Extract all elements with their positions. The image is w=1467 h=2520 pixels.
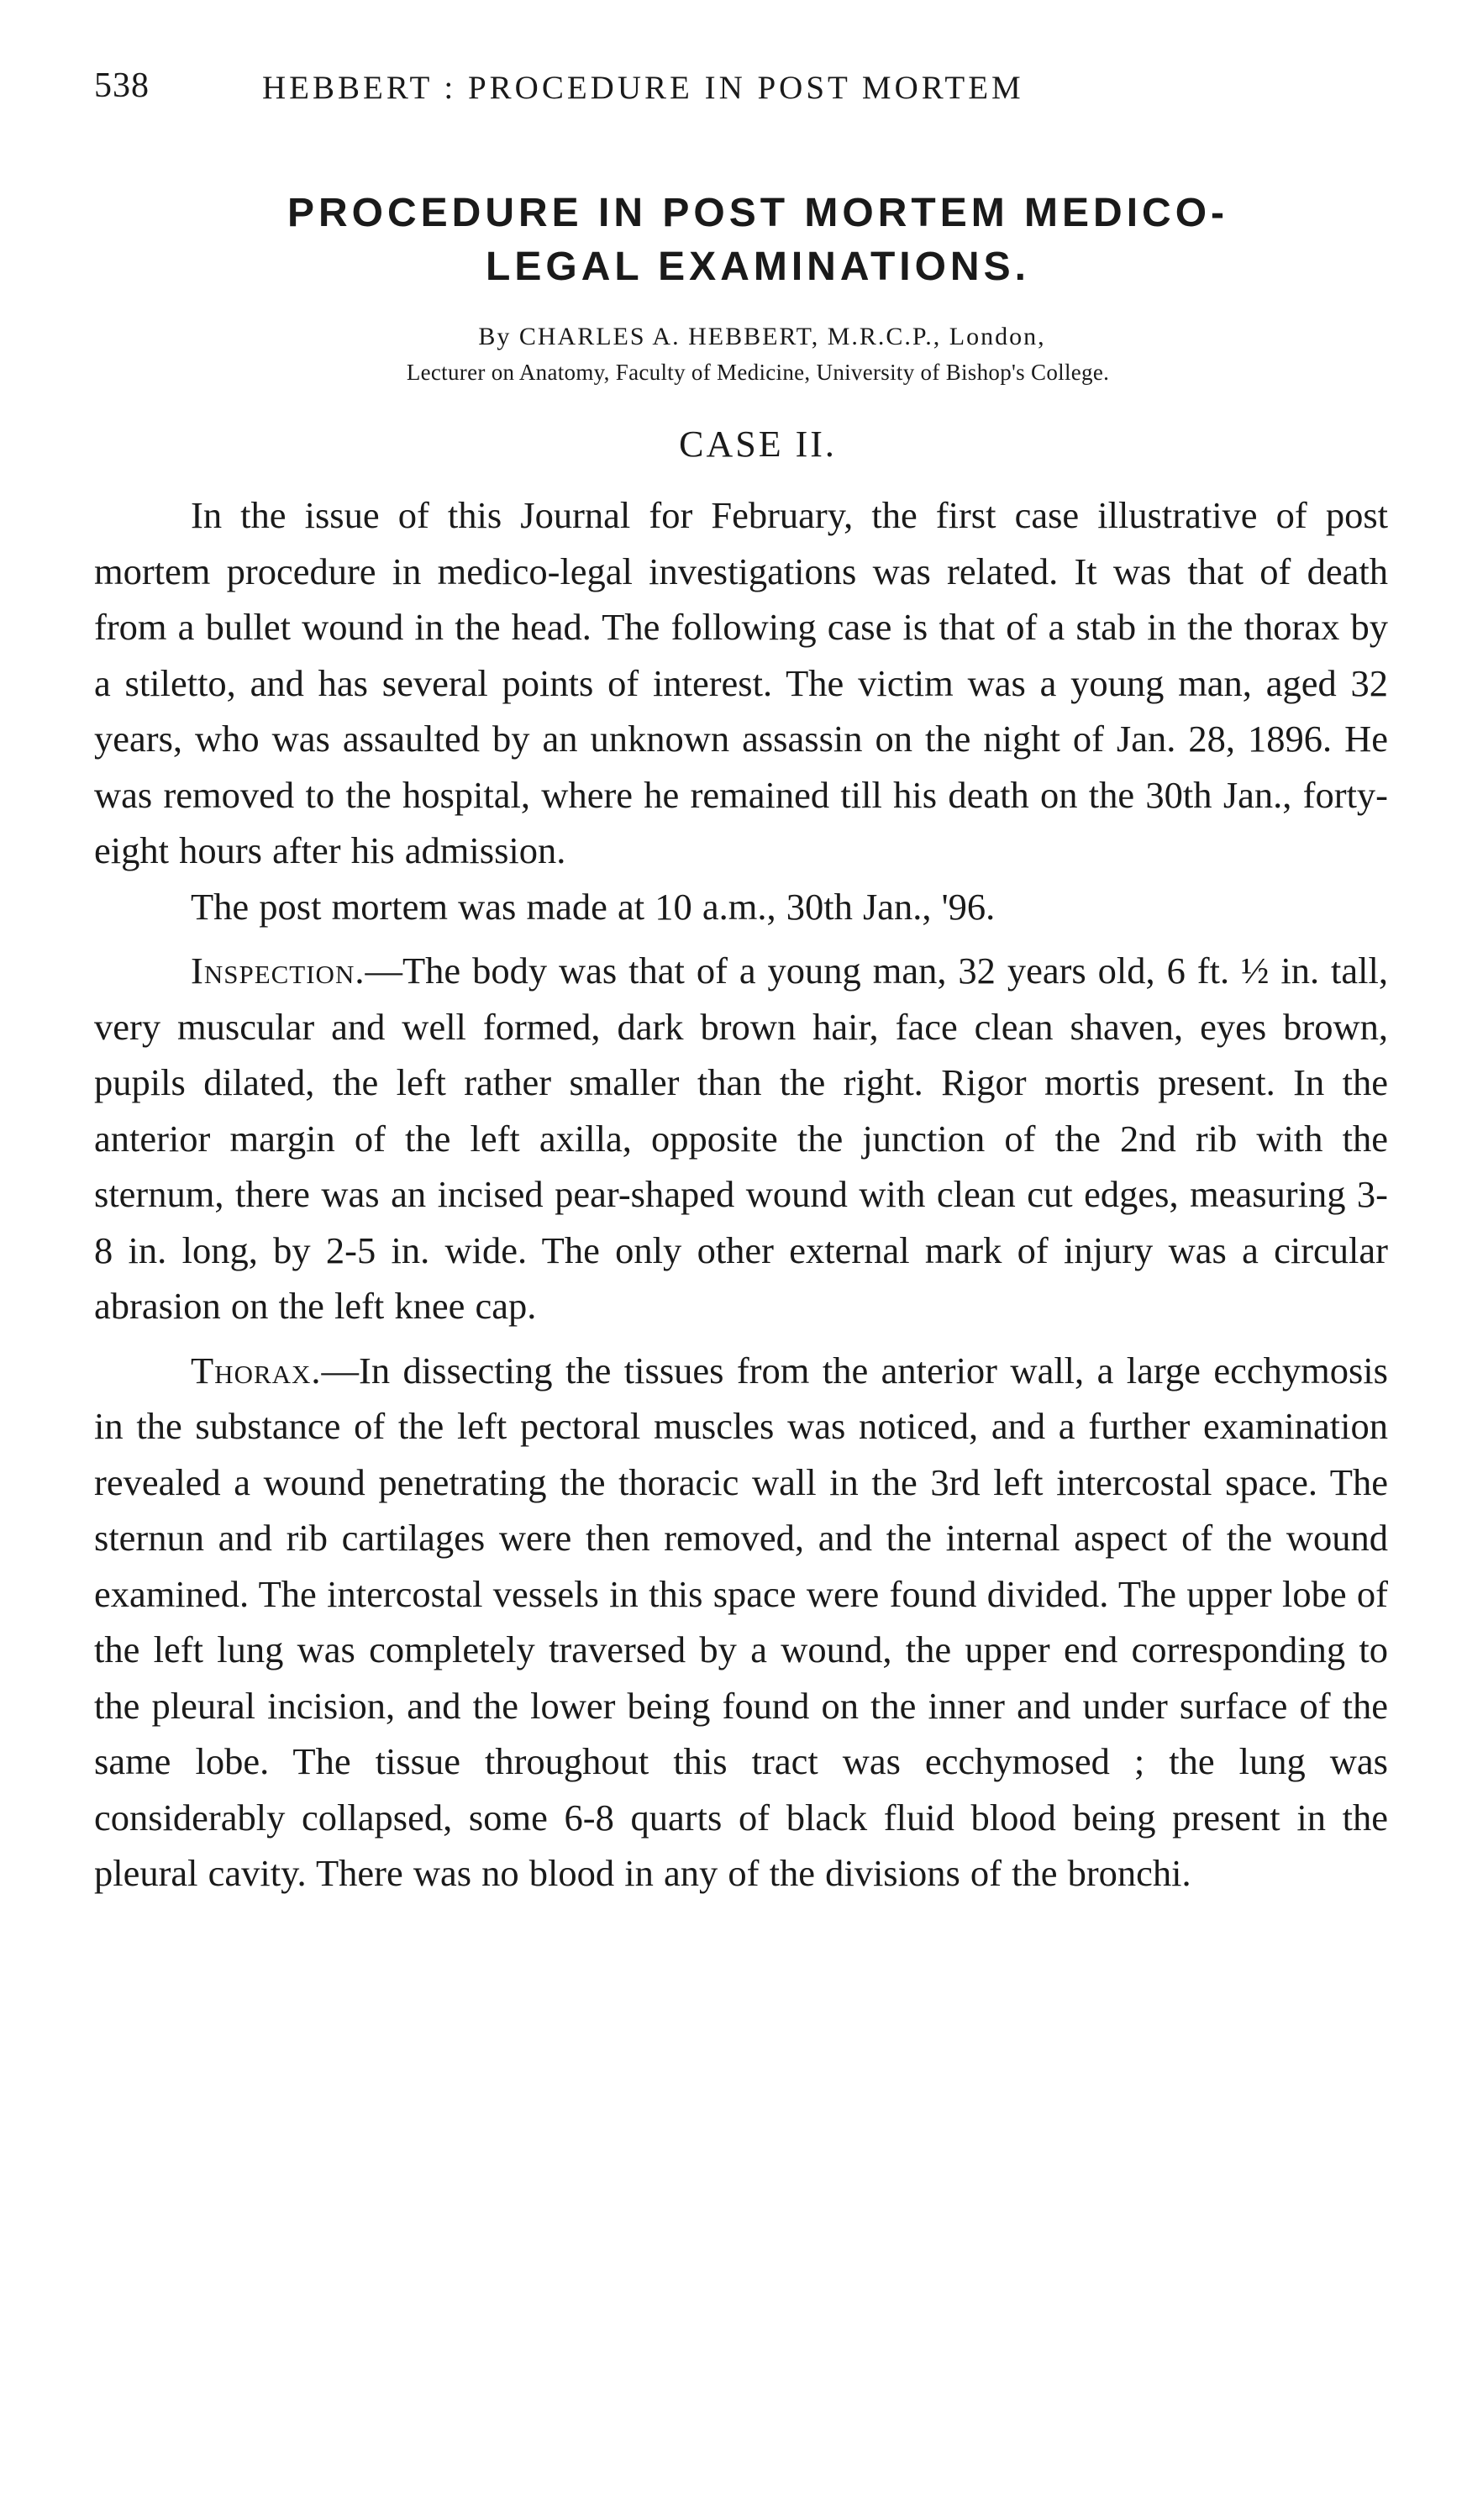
page-number: 538	[94, 66, 150, 105]
article-title-line-2: LEGAL EXAMINATIONS.	[486, 245, 1030, 289]
article-title-line-1: PROCEDURE IN POST MORTEM MEDICO-	[287, 191, 1229, 235]
thorax-label: Thorax.	[191, 1349, 322, 1392]
paragraph-post-mortem-time: The post mortem was made at 10 a.m., 30th Jan., '96.	[191, 885, 996, 928]
article-body	[94, 487, 1388, 1902]
paragraph-introduction: In the issue of this Journal for February, the first case illustrative of post mortem procedure in medico-legal investigations was related. It was that of death from a bullet wound in the head. The following case is that of a stab in the thorax by a stiletto, and has several points of interest. The victim was a young man, aged 32 years, who was assaulted by an unknown assassin on the night of Jan. 28, 1896. He was removed to the hospital, where he remained till his death on the 30th Jan., forty-eight hours after his admission.	[94, 494, 1388, 871]
author-byline: By CHARLES A. HEBBERT, M.R.C.P., London,	[478, 323, 1046, 350]
paragraph-thorax	[94, 1343, 1388, 1902]
thorax-text: —In dissecting the tissues from the anterior wall, a large ecchymosis in the substance of the left pectoral muscles was noticed, and a further examination revealed a wound penetrating the thoracic wall in the 3rd left intercostal space. The sternun and rib cartilages were then removed, and the internal aspect of the wound examined. The intercostal vessels in this space were found divided. The upper lobe of the left lung was completely traversed by a wound, the upper end corresponding to the pleural incision, and the lower being found on the inner and under surface of the same lobe. The tissue throughout this tract was ecchymosed ; the lung was considerably collapsed, some 6-8 quarts of black fluid blood being present in the pleural cavity. There was no blood in any of the divisions of the bronchi.	[94, 1349, 1388, 1894]
inspection-text: —The body was that of a young man, 32 years old, 6 ft. ½ in. tall, very muscular and well formed, dark brown hair, face clean shaven, eyes brown, pupils dilated, the left rather smaller than the right. Rigor mortis present. In the anterior margin of the left axilla, opposite the junction of the 2nd rib with the sternum, there was an incised pear-shaped wound with clean cut edges, measuring 3-8 in. long, by 2-5 in. wide. The only other external mark of injury was a circular abrasion on the left knee cap.	[94, 950, 1388, 1327]
author-affiliation: Lecturer on Anatomy, Faculty of Medicine, University of Bishop's College.	[406, 360, 1110, 385]
case-heading: CASE II.	[679, 424, 837, 465]
running-title: HEBBERT : PROCEDURE IN POST MORTEM	[262, 70, 1024, 106]
paragraph-inspection	[94, 943, 1388, 1334]
inspection-label: Inspection.	[191, 950, 365, 992]
article-title	[94, 187, 1388, 294]
running-head	[94, 50, 1388, 121]
journal-page	[94, 50, 1388, 1902]
